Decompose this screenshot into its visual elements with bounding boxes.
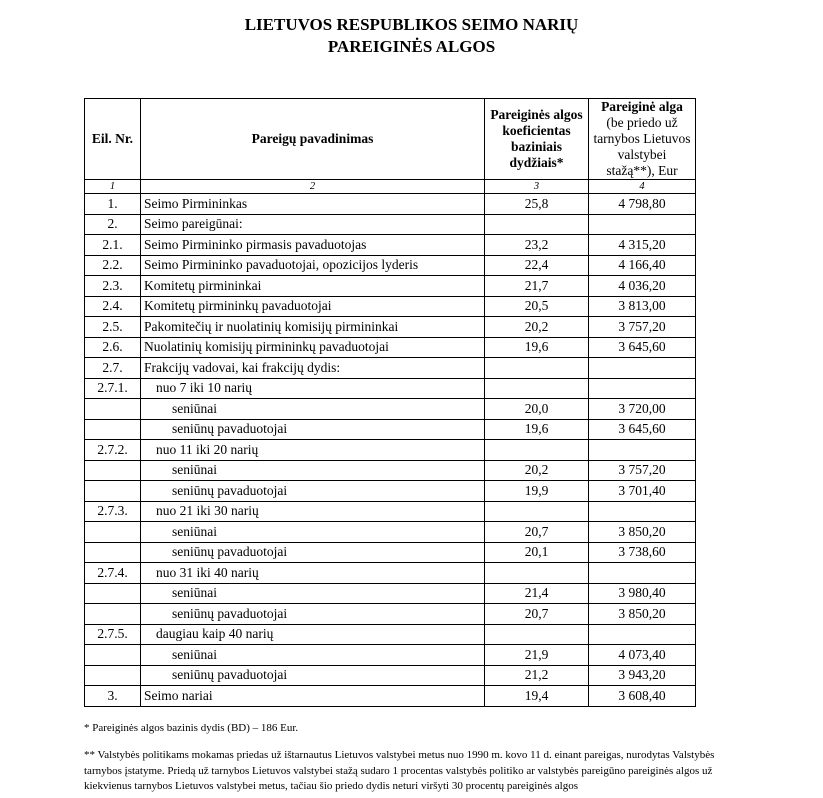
row-number	[85, 399, 141, 420]
row-number: 2.5.	[85, 317, 141, 338]
row-salary: 3 608,40	[589, 686, 696, 707]
table-header-row	[85, 99, 696, 180]
table-row	[85, 317, 696, 338]
row-position-cell	[141, 276, 485, 297]
row-salary	[589, 440, 696, 461]
row-number	[85, 522, 141, 543]
header-salary-title: Pareiginė alga	[601, 99, 683, 114]
row-coefficient: 21,9	[485, 645, 589, 666]
row-position-cell	[141, 419, 485, 440]
row-position-cell	[141, 214, 485, 235]
row-position-name: Seimo Pirmininko pavaduotojai, opozicijos lyderis	[144, 257, 419, 273]
row-position-name: Seimo nariai	[144, 687, 213, 703]
row-number: 2.7.2.	[85, 440, 141, 461]
row-coefficient	[485, 563, 589, 584]
table-row	[85, 419, 696, 440]
row-salary: 3 850,20	[589, 522, 696, 543]
table-row	[85, 399, 696, 420]
row-coefficient	[485, 501, 589, 522]
table-row	[85, 501, 696, 522]
row-position-name: Seimo pareigūnai:	[144, 216, 243, 232]
header-salary-subtitle: (be priedo už tarnybos Lietuvos valstybei stažą**), Eur	[593, 115, 691, 178]
row-position-cell	[141, 645, 485, 666]
row-coefficient: 23,2	[485, 235, 589, 256]
table-row	[85, 358, 696, 379]
row-salary	[589, 501, 696, 522]
row-number: 2.7.3.	[85, 501, 141, 522]
table-row	[85, 563, 696, 584]
table-row	[85, 194, 696, 215]
row-coefficient: 21,7	[485, 276, 589, 297]
document-title-line1: LIETUVOS RESPUBLIKOS SEIMO NARIŲ	[244, 15, 579, 34]
row-number: 3.	[85, 686, 141, 707]
row-position-cell	[141, 686, 485, 707]
header-position: Pareigų pavadinimas	[141, 99, 485, 180]
table-row	[85, 604, 696, 625]
column-number: 2	[141, 180, 485, 194]
row-number	[85, 481, 141, 502]
row-position-name: seniūnai	[172, 462, 217, 478]
row-position-cell	[141, 522, 485, 543]
row-coefficient: 20,0	[485, 399, 589, 420]
header-salary	[589, 99, 696, 180]
table-row	[85, 522, 696, 543]
row-position-name: Frakcijų vadovai, kai frakcijų dydis:	[144, 359, 341, 375]
row-salary: 4 315,20	[589, 235, 696, 256]
table-row	[85, 583, 696, 604]
column-number: 4	[589, 180, 696, 194]
row-salary: 3 943,20	[589, 665, 696, 686]
row-position-cell	[141, 358, 485, 379]
table-row	[85, 460, 696, 481]
table-row	[85, 481, 696, 502]
row-coefficient: 20,2	[485, 317, 589, 338]
row-salary: 3 813,00	[589, 296, 696, 317]
row-position-cell	[141, 337, 485, 358]
row-coefficient: 20,2	[485, 460, 589, 481]
row-position-name: nuo 7 iki 10 narių	[156, 380, 252, 396]
row-position-cell	[141, 399, 485, 420]
row-position-cell	[141, 235, 485, 256]
table-row	[85, 378, 696, 399]
row-number: 2.7.1.	[85, 378, 141, 399]
row-position-name: daugiau kaip 40 narių	[156, 626, 274, 642]
row-number	[85, 542, 141, 563]
row-coefficient: 21,4	[485, 583, 589, 604]
row-coefficient: 21,2	[485, 665, 589, 686]
row-coefficient	[485, 378, 589, 399]
row-coefficient: 19,9	[485, 481, 589, 502]
row-position-cell	[141, 296, 485, 317]
table-row	[85, 337, 696, 358]
table-row	[85, 440, 696, 461]
row-coefficient: 20,1	[485, 542, 589, 563]
row-salary	[589, 358, 696, 379]
footnote-seniority-bonus: ** Valstybės politikams mokamas priedas už ištarnautus Lietuvos valstybei metus nuo 1990 m. kovo 11 d. einant pareigas, nurodytas Valstybės tarnybos įstatyme. Priedą už tarnybos Lietuvos valstybei stažą sudaro 1 procentas valstybės politiko ar valstybės pareigūno pareiginės algos už kiekvienus tarnybos Lietuvos valstybei metus, tačiau šio priedo dydis neturi viršyti 30 procentų pareiginės algos	[84, 749, 715, 792]
row-position-name: Seimo Pirmininko pirmasis pavaduotojas	[144, 236, 367, 252]
row-salary	[589, 563, 696, 584]
row-position-name: seniūnai	[172, 400, 217, 416]
row-coefficient	[485, 214, 589, 235]
row-salary: 4 798,80	[589, 194, 696, 215]
row-number: 1.	[85, 194, 141, 215]
row-salary: 4 166,40	[589, 255, 696, 276]
table-row	[85, 276, 696, 297]
table-row	[85, 645, 696, 666]
row-coefficient: 25,8	[485, 194, 589, 215]
row-coefficient: 20,7	[485, 522, 589, 543]
row-number	[85, 460, 141, 481]
header-coefficient: Pareiginės algos koeficientas baziniais dydžiais*	[485, 99, 589, 180]
row-number	[85, 645, 141, 666]
row-position-cell	[141, 583, 485, 604]
row-position-cell	[141, 604, 485, 625]
row-position-name: seniūnų pavaduotojai	[172, 544, 288, 560]
salary-table	[84, 98, 696, 707]
row-position-cell	[141, 378, 485, 399]
row-position-cell	[141, 624, 485, 645]
column-number: 3	[485, 180, 589, 194]
row-number: 2.2.	[85, 255, 141, 276]
row-number: 2.7.4.	[85, 563, 141, 584]
row-position-name: nuo 31 iki 40 narių	[156, 564, 259, 580]
row-coefficient	[485, 440, 589, 461]
row-number: 2.4.	[85, 296, 141, 317]
table-row	[85, 255, 696, 276]
row-position-cell	[141, 194, 485, 215]
table-row	[85, 214, 696, 235]
row-salary: 4 036,20	[589, 276, 696, 297]
row-salary: 3 980,40	[589, 583, 696, 604]
row-salary: 3 645,60	[589, 337, 696, 358]
table-row	[85, 296, 696, 317]
row-number	[85, 665, 141, 686]
row-coefficient	[485, 358, 589, 379]
row-coefficient: 20,7	[485, 604, 589, 625]
row-position-name: nuo 11 iki 20 narių	[156, 441, 259, 457]
row-position-name: seniūnai	[172, 523, 217, 539]
row-position-cell	[141, 481, 485, 502]
row-salary: 3 738,60	[589, 542, 696, 563]
row-position-cell	[141, 317, 485, 338]
row-salary: 4 073,40	[589, 645, 696, 666]
row-coefficient: 20,5	[485, 296, 589, 317]
row-position-cell	[141, 665, 485, 686]
row-position-cell	[141, 501, 485, 522]
table-row	[85, 624, 696, 645]
row-salary: 3 701,40	[589, 481, 696, 502]
table-row	[85, 235, 696, 256]
row-coefficient: 19,6	[485, 337, 589, 358]
row-coefficient: 19,6	[485, 419, 589, 440]
row-number: 2.6.	[85, 337, 141, 358]
row-number: 2.	[85, 214, 141, 235]
row-salary: 3 645,60	[589, 419, 696, 440]
row-position-name: seniūnų pavaduotojai	[172, 667, 288, 683]
row-number	[85, 583, 141, 604]
row-position-name: Komitetų pirmininkai	[144, 277, 262, 293]
row-salary: 3 850,20	[589, 604, 696, 625]
column-number-row	[85, 180, 696, 194]
row-number	[85, 419, 141, 440]
row-number: 2.3.	[85, 276, 141, 297]
row-number: 2.1.	[85, 235, 141, 256]
header-no: Eil. Nr.	[85, 99, 141, 180]
row-position-cell	[141, 563, 485, 584]
document-title-line2: PAREIGINĖS ALGOS	[327, 37, 496, 56]
row-position-name: seniūnų pavaduotojai	[172, 482, 288, 498]
row-number: 2.7.5.	[85, 624, 141, 645]
row-position-cell	[141, 460, 485, 481]
row-position-cell	[141, 440, 485, 461]
row-salary	[589, 214, 696, 235]
row-position-name: seniūnai	[172, 585, 217, 601]
row-position-name: seniūnų pavaduotojai	[172, 605, 288, 621]
row-position-name: Seimo Pirmininkas	[144, 195, 248, 211]
row-position-name: seniūnai	[172, 646, 217, 662]
row-salary	[589, 378, 696, 399]
row-coefficient: 22,4	[485, 255, 589, 276]
table-row	[85, 686, 696, 707]
row-position-name: Pakomitečių ir nuolatinių komisijų pirmininkai	[144, 318, 399, 334]
row-salary: 3 757,20	[589, 317, 696, 338]
column-number: 1	[85, 180, 141, 194]
table-row	[85, 542, 696, 563]
row-position-name: seniūnų pavaduotojai	[172, 421, 288, 437]
row-coefficient	[485, 624, 589, 645]
row-position-cell	[141, 255, 485, 276]
row-position-cell	[141, 542, 485, 563]
row-coefficient: 19,4	[485, 686, 589, 707]
row-salary: 3 757,20	[589, 460, 696, 481]
row-salary	[589, 624, 696, 645]
row-number	[85, 604, 141, 625]
row-number: 2.7.	[85, 358, 141, 379]
row-position-name: Nuolatinių komisijų pirmininkų pavaduotojai	[144, 339, 389, 355]
table-row	[85, 665, 696, 686]
row-salary: 3 720,00	[589, 399, 696, 420]
footnote-base-amount: * Pareiginės algos bazinis dydis (BD) – 186 Eur.	[84, 722, 299, 734]
row-position-name: Komitetų pirmininkų pavaduotojai	[144, 298, 332, 314]
row-position-name: nuo 21 iki 30 narių	[156, 503, 259, 519]
